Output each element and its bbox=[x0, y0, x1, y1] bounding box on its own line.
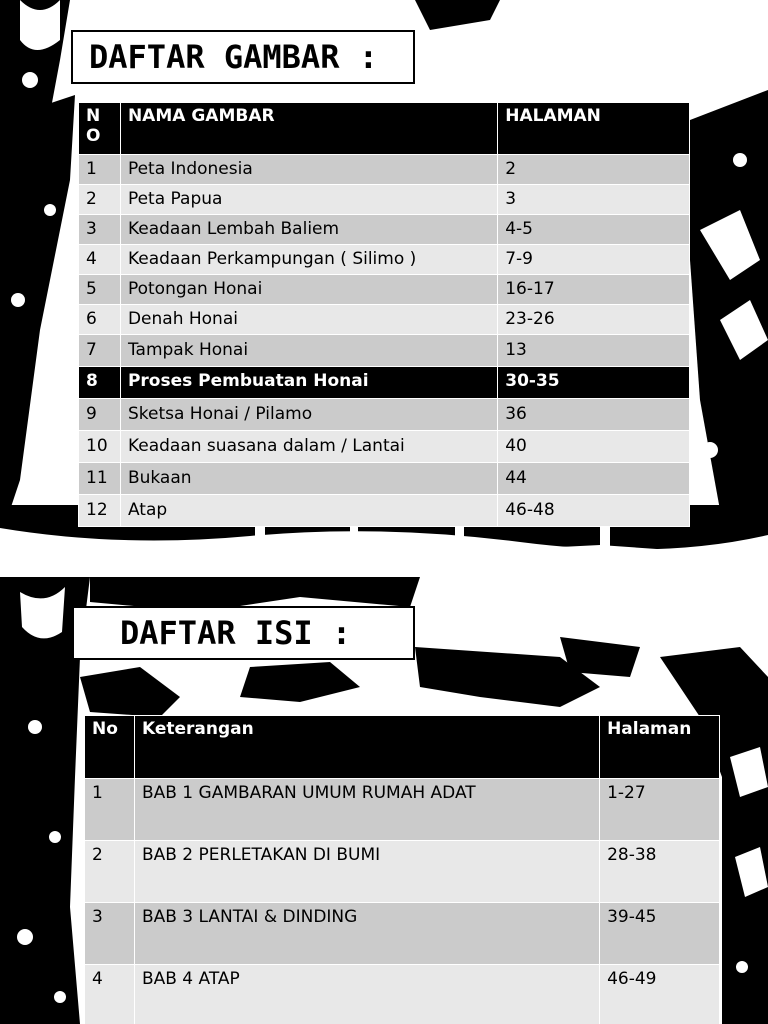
table-row bbox=[79, 463, 690, 495]
table-header-row bbox=[79, 103, 690, 155]
table-row bbox=[79, 431, 690, 463]
row-nama: Atap bbox=[120, 495, 497, 527]
row-no: 8 bbox=[79, 367, 121, 399]
table-row bbox=[79, 155, 690, 185]
row-no: 5 bbox=[79, 275, 121, 305]
row-nama: Tampak Honai bbox=[120, 335, 497, 367]
row-nama: Denah Honai bbox=[120, 305, 497, 335]
row-nama: Keadaan Lembah Baliem bbox=[120, 215, 497, 245]
table-row-highlighted bbox=[79, 367, 690, 399]
row-halaman: 3 bbox=[498, 185, 690, 215]
row-halaman: 46-49 bbox=[600, 965, 720, 1024]
table-row bbox=[85, 965, 720, 1024]
row-halaman: 30-35 bbox=[498, 367, 690, 399]
row-halaman: 7-9 bbox=[498, 245, 690, 275]
row-nama: Potongan Honai bbox=[120, 275, 497, 305]
row-no: 4 bbox=[79, 245, 121, 275]
row-no: 11 bbox=[79, 463, 121, 495]
row-nama: Peta Papua bbox=[120, 185, 497, 215]
table-row bbox=[85, 841, 720, 903]
row-no: 9 bbox=[79, 399, 121, 431]
row-keterangan: BAB 4 ATAP bbox=[134, 965, 599, 1024]
header-no: No bbox=[85, 716, 135, 779]
row-keterangan: BAB 1 GAMBARAN UMUM RUMAH ADAT bbox=[134, 779, 599, 841]
row-no: 2 bbox=[85, 841, 135, 903]
row-no: 1 bbox=[79, 155, 121, 185]
row-no: 7 bbox=[79, 335, 121, 367]
table-row bbox=[85, 779, 720, 841]
row-no: 1 bbox=[85, 779, 135, 841]
table-row bbox=[79, 399, 690, 431]
row-halaman: 40 bbox=[498, 431, 690, 463]
header-keterangan: Keterangan bbox=[134, 716, 599, 779]
header-nama-gambar: NAMA GAMBAR bbox=[120, 103, 497, 155]
row-no: 4 bbox=[85, 965, 135, 1024]
row-no: 3 bbox=[85, 903, 135, 965]
row-halaman: 28-38 bbox=[600, 841, 720, 903]
table-row bbox=[85, 903, 720, 965]
daftar-gambar-title: DAFTAR GAMBAR : bbox=[71, 30, 415, 84]
row-halaman: 23-26 bbox=[498, 305, 690, 335]
row-halaman: 16-17 bbox=[498, 275, 690, 305]
row-no: 10 bbox=[79, 431, 121, 463]
row-nama: Peta Indonesia bbox=[120, 155, 497, 185]
row-halaman: 39-45 bbox=[600, 903, 720, 965]
row-nama: Bukaan bbox=[120, 463, 497, 495]
row-nama: Keadaan suasana dalam / Lantai bbox=[120, 431, 497, 463]
row-halaman: 13 bbox=[498, 335, 690, 367]
row-halaman: 44 bbox=[498, 463, 690, 495]
table-row bbox=[79, 215, 690, 245]
table-header-row bbox=[85, 716, 720, 779]
row-no: 3 bbox=[79, 215, 121, 245]
table-row bbox=[79, 495, 690, 527]
daftar-isi-table bbox=[84, 715, 720, 1024]
row-halaman: 1-27 bbox=[600, 779, 720, 841]
row-keterangan: BAB 3 LANTAI & DINDING bbox=[134, 903, 599, 965]
row-no: 12 bbox=[79, 495, 121, 527]
header-halaman: Halaman bbox=[600, 716, 720, 779]
row-no: 6 bbox=[79, 305, 121, 335]
daftar-isi-title: DAFTAR ISI : bbox=[72, 606, 415, 660]
table-row bbox=[79, 335, 690, 367]
header-no: N O bbox=[79, 103, 121, 155]
daftar-gambar-table bbox=[78, 102, 690, 527]
row-halaman: 4-5 bbox=[498, 215, 690, 245]
slide-daftar-isi bbox=[0, 577, 768, 1024]
header-halaman: HALAMAN bbox=[498, 103, 690, 155]
row-keterangan: BAB 2 PERLETAKAN DI BUMI bbox=[134, 841, 599, 903]
table-row bbox=[79, 275, 690, 305]
table-row bbox=[79, 245, 690, 275]
row-halaman: 36 bbox=[498, 399, 690, 431]
row-halaman: 2 bbox=[498, 155, 690, 185]
row-halaman: 46-48 bbox=[498, 495, 690, 527]
table-row bbox=[79, 305, 690, 335]
row-no: 2 bbox=[79, 185, 121, 215]
table-row bbox=[79, 185, 690, 215]
row-nama: Sketsa Honai / Pilamo bbox=[120, 399, 497, 431]
row-nama: Keadaan Perkampungan ( Silimo ) bbox=[120, 245, 497, 275]
row-nama: Proses Pembuatan Honai bbox=[120, 367, 497, 399]
